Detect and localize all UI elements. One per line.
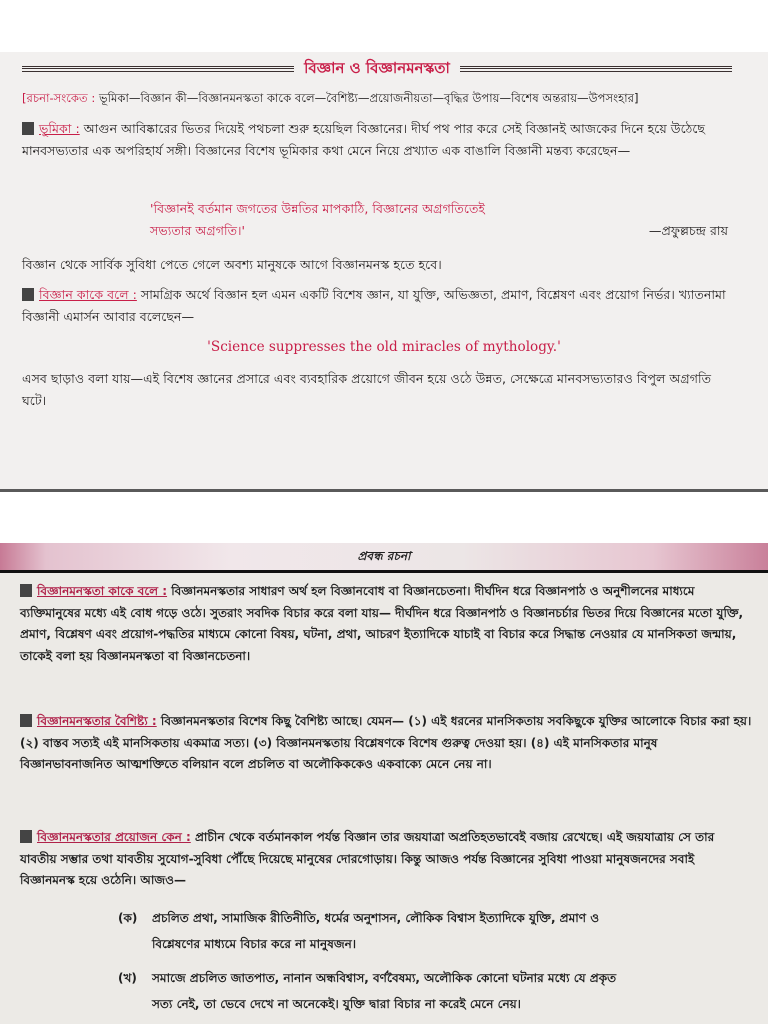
definition-text: সামগ্রিক অর্থে বিজ্ঞান হল এমন একটি বিশেষ জ্ঞান, যা যুক্তি, অভিজ্ঞতা, প্রমাণ, বিশ্লেষণ এবং প্রয়োগ নির্ভর। খ্যাতনামা বিজ্ঞানী এমার্সন আবার বলেছেন— [22, 287, 726, 324]
english-quote: 'Science suppresses the old miracles of mythology.' [207, 339, 561, 355]
list-item-line-1: প্রচলিত প্রথা, সামাজিক রীতিনীতি, ধর্মের অনুশাসন, লৌকিক বিশ্বাস ইত্যাদিকে যুক্তি, প্রমাণ ও [152, 911, 600, 925]
list-item [118, 965, 748, 1017]
section-marker-icon [22, 288, 34, 301]
essay-title: বিজ্ঞান ও বিজ্ঞানমনস্কতা [304, 58, 450, 77]
intro-conclusion: বিজ্ঞান থেকে সার্বিক সুবিধা পেতে গেলে অবশ্য মানুষকে আগে বিজ্ঞানমনস্ক হতে হবে। [22, 257, 442, 272]
title-rule-right [460, 66, 732, 72]
definition-paragraph [22, 284, 736, 328]
section-features [20, 711, 752, 776]
page-two [0, 543, 768, 1024]
intro-paragraph [22, 118, 736, 162]
section-definition-text: বিজ্ঞানমনস্কতার সাধারণ অর্থ হল বিজ্ঞানবোধ বা বিজ্ঞানচেতনা। দীর্ঘদিন ধরে বিজ্ঞানপাঠ ও অনুশীলনের মাধ্যমে ব্যক্তিমানুষের মধ্যে এই বোধ গড়ে ওঠে। সুতরাং সবদিক বিচার করে বলা যায়— দীর্ঘদিন ধরে বিজ্ঞানপাঠ ও বিজ্ঞানচর্চার ভিতর দিয়ে বিজ্ঞানের মতো যুক্তি, প্রমাণ, বিশ্লেষণ এবং প্রয়োগ-পদ্ধতির মাধ্যমে কোনো বিষয়, ঘটনা, প্রথা, আচরণ ইত্যাদিকে যাচাই বা বিচার করে সিদ্ধান্ত নেওয়ার যে মানসিকতা জন্মায়, তাকেই বলা হয় বিজ্ঞানমনস্কতা বা বিজ্ঞানচেতনা। [20, 584, 744, 663]
synopsis-text: ভূমিকা—বিজ্ঞান কী—বিজ্ঞানমনস্কতা কাকে বলে—বৈশিষ্ট্য—প্রয়োজনীয়তা—বৃদ্ধির উপায়—বিশেষ অন্তরায়—উপসংহার] [99, 91, 639, 105]
list-item-marker: (ক) [118, 911, 138, 925]
list-item-line-2: সত্য নেই, তা ভেবে দেখে না অনেকেই। যুক্তি দ্বারা বিচার না করেই মেনে নেয়। [152, 997, 521, 1011]
section-need [20, 827, 752, 892]
section-marker-icon [20, 830, 32, 843]
page-header: প্রবন্ধ রচনা [357, 549, 411, 563]
title-row [22, 58, 732, 80]
list-item-marker: (খ) [118, 971, 137, 985]
section-marker-icon [22, 122, 34, 135]
intro-text: আগুন আবিষ্কারের ভিতর দিয়েই পথচলা শুরু হয়েছিল বিজ্ঞানের। দীর্ঘ পথ পার করে সেই বিজ্ঞানই আজকের দিনে হয়ে উঠেছে মানবসভ্যতার এক অপরিহার্য সঙ্গী। বিজ্ঞানের বিশেষ ভূমিকার কথা মেনে নিয়ে প্রখ্যাত এক বাঙালি বিজ্ঞানী মন্তব্য করেছেন— [22, 121, 706, 158]
quote-line-2: সভ্যতার অগ্রগতি।' [150, 223, 245, 238]
section-definition [20, 581, 752, 667]
section-need-heading: বিজ্ঞানমনস্কতার প্রয়োজন কেন : [37, 830, 191, 844]
section-marker-icon [20, 584, 32, 597]
page-one [0, 52, 768, 492]
section-marker-icon [20, 714, 32, 727]
title-rule-left [22, 66, 294, 72]
section-features-text: বিজ্ঞানমনস্কতার বিশেষ কিছু বৈশিষ্ট্য আছে। যেমন— (১) এই ধরনের মানসিকতায় সবকিছুকে যুক্তির আলোকে বিচার করা হয়। (২) বাস্তব সত্যই এই মানসিকতায় একমাত্র সত্য। (৩) বিজ্ঞানমনস্কতায় বিশ্লেষণকে বিশেষ গুরুত্ব দেওয়া হয়। (৪) এই মানসিকতার মানুষ বিজ্ঞানভাবনাজনিত আত্মশক্তিতে বলিয়ান বলে প্রচলিত বা অলৌকিককেও একবাক্যে মেনে নেয় না। [20, 714, 752, 771]
quote-author: —প্রফুল্লচন্দ্র রায় [648, 223, 728, 238]
list-item-line-1: সমাজে প্রচলিত জাতপাত, নানান অন্ধবিশ্বাস, বর্ণবৈষম্য, অলৌকিক কোনো ঘটনার মধ্যে যে প্রকৃত [152, 971, 617, 985]
intro-heading: ভূমিকা : [39, 121, 80, 136]
section-definition-heading: বিজ্ঞানমনস্কতা কাকে বলে : [37, 584, 168, 598]
quote-line-1: 'বিজ্ঞানই বর্তমান জগতের উন্নতির মাপকাঠি, বিজ্ঞানের অগ্রগতিতেই [150, 201, 485, 216]
header-rule [0, 570, 768, 573]
definition-heading: বিজ্ঞান কাকে বলে : [39, 287, 137, 302]
list-item [118, 905, 748, 957]
definition-conclusion: এসব ছাড়াও বলা যায়—এই বিশেষ জ্ঞানের প্রসারে এবং ব্যবহারিক প্রয়োগে জীবন হয়ে ওঠে উন্নত, সেক্ষেত্রে মানবসভ্যতারও বিপুল অগ্রগতি ঘটে। [22, 371, 712, 408]
list-item-line-2: বিশ্লেষণের মাধ্যমে বিচার করে না মানুষজন। [152, 937, 357, 951]
synopsis [22, 90, 740, 109]
section-features-heading: বিজ্ঞানমনস্কতার বৈশিষ্ট্য : [37, 714, 157, 728]
section-need-text: প্রাচীন থেকে বর্তমানকাল পর্যন্ত বিজ্ঞান তার জয়যাত্রা অপ্রতিহতভাবেই বজায় রেখেছে। এই জয়যাত্রায় সে তার যাবতীয় সম্ভার তথা যাবতীয় সুযোগ-সুবিধা পৌঁছে দিয়েছে মানুষের দোরগোড়ায়। কিন্তু আজও পর্যন্ত বিজ্ঞানের সুবিধা পাওয়া মানুষজনদের সবাই বিজ্ঞানমনস্ক হয়ে ওঠেনি। আজও— [20, 830, 715, 887]
synopsis-label: [রচনা-সংকেত : [22, 91, 96, 105]
